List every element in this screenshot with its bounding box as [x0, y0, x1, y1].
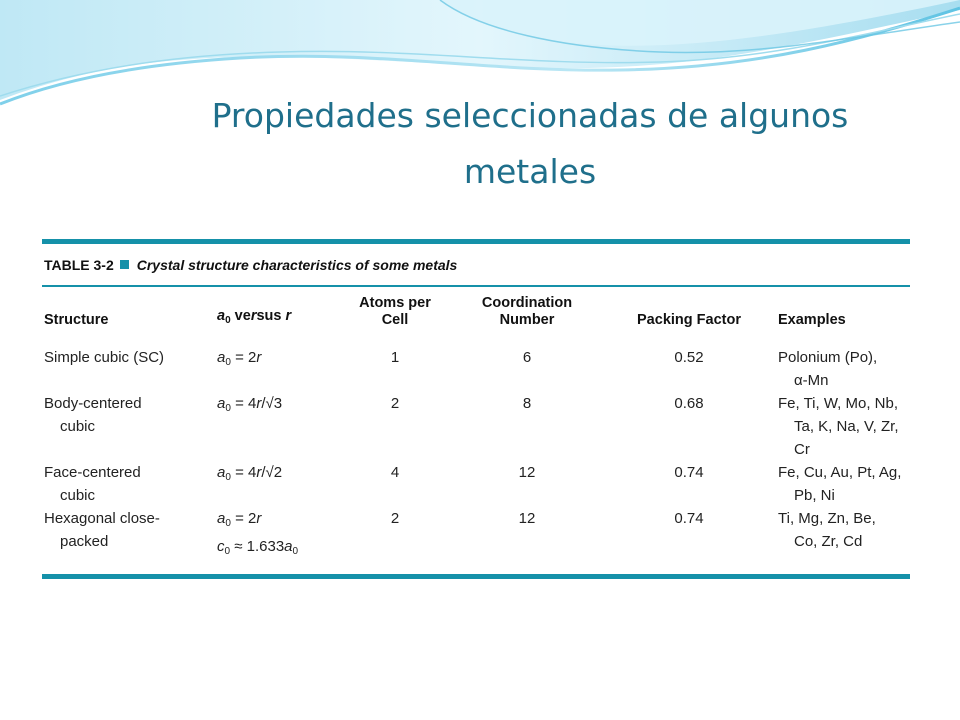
- cell-relation: $a_0 = 2r$: [217, 349, 262, 368]
- cell-atoms: 2: [390, 395, 400, 412]
- table-bottom-rule: [42, 574, 910, 579]
- cell-relation: $a_0 = 2r$ $c_0 \approx 1.633a_0$: [217, 510, 299, 557]
- cell-coordination: 12: [518, 464, 536, 481]
- cell-packing: 0.74: [674, 464, 704, 481]
- cell-atoms: 4: [390, 464, 400, 481]
- cell-packing: 0.74: [674, 510, 704, 527]
- cell-atoms: 1: [390, 349, 400, 366]
- cell-relation: $a_0 = 4r/√2$: [217, 464, 283, 483]
- cell-examples: Polonium (Po), α-Mn: [778, 349, 878, 389]
- table-row: [42, 392, 910, 461]
- table-header-row: [42, 287, 910, 342]
- table-caption-title: Crystal structure characteristics of some metals: [136, 256, 458, 273]
- cell-coordination: 6: [522, 349, 532, 366]
- cell-packing: 0.52: [674, 349, 704, 366]
- cell-structure: Face-centered cubic: [44, 464, 141, 504]
- cell-relation: $a_0 = 4r/√3$: [217, 395, 283, 414]
- table-bottom-space: [42, 563, 910, 574]
- table-number: TABLE 3-2: [44, 256, 114, 273]
- header-structure: Structure: [44, 312, 109, 328]
- crystal-structure-table-panel: [42, 239, 910, 579]
- cell-examples: Fe, Ti, W, Mo, Nb, Ta, K, Na, V, Zr, Cr: [778, 395, 899, 458]
- slide-title: [130, 88, 930, 200]
- header-coordination-number: Coordination Number: [481, 295, 573, 328]
- cell-structure: Body-centered cubic: [44, 395, 142, 435]
- cell-coordination: 8: [522, 395, 532, 412]
- header-a0-versus-r: $a_0$ versus r: [217, 308, 292, 326]
- header-examples: Examples: [778, 312, 846, 328]
- table-row: [42, 507, 910, 563]
- cell-structure: Simple cubic (SC): [44, 349, 165, 366]
- crystal-structure-table: [42, 287, 910, 563]
- table-row: [42, 342, 910, 392]
- header-atoms-per-cell: Atoms per Cell: [359, 295, 431, 328]
- table-caption: [42, 244, 910, 285]
- cell-packing: 0.68: [674, 395, 704, 412]
- slide-title-line-2: metales: [463, 152, 597, 191]
- cell-examples: Ti, Mg, Zn, Be, Co, Zr, Cd: [778, 510, 876, 550]
- caption-square-icon: [120, 260, 129, 269]
- table-row: [42, 461, 910, 507]
- cell-coordination: 12: [518, 510, 536, 527]
- table-body: [42, 342, 910, 563]
- header-packing-factor: Packing Factor: [637, 312, 741, 328]
- cell-structure: Hexagonal close- packed: [44, 510, 160, 550]
- cell-atoms: 2: [390, 510, 400, 527]
- cell-examples: Fe, Cu, Au, Pt, Ag, Pb, Ni: [778, 464, 902, 504]
- slide-title-line-1: Propiedades seleccionadas de algunos: [211, 96, 849, 135]
